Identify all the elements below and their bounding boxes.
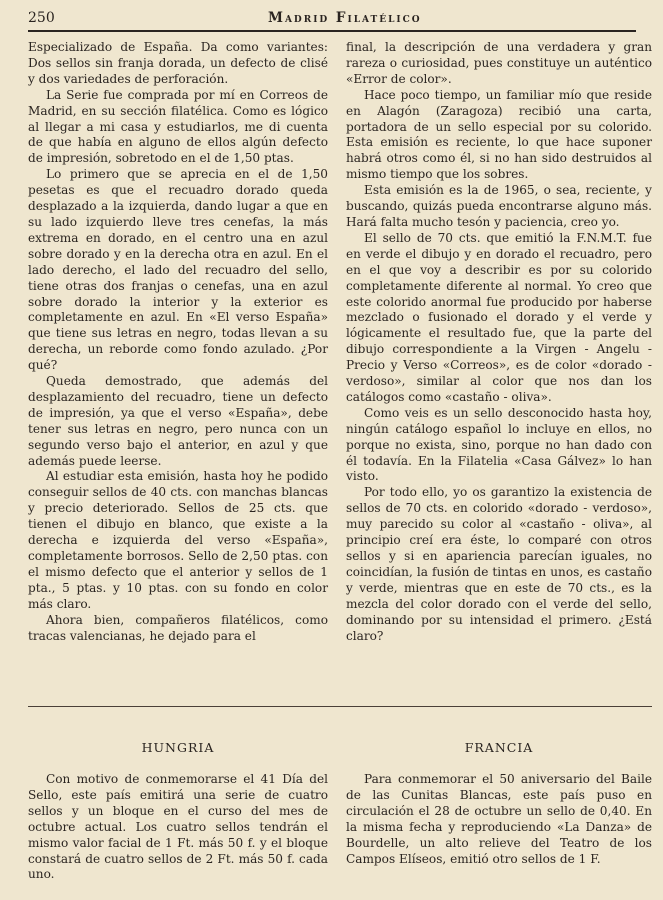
francia-section	[346, 772, 652, 867]
paragraph: Ahora bien, compañeros filatélicos, como tracas valencianas, he dejado para el	[28, 612, 328, 643]
paragraph: Lo primero que se aprecia en el de 1,50 pesetas es que el recuadro dorado queda desplazado a la izquierda, dando lugar a que en su lado izquierdo lleve tres cenefas, la más extrema en dorado, en el centro una en azul sobre dorado y en la derecha otra en azul. En el lado derecho, el lado del recuadro del sello, tiene otras dos franjas o cenefas, una en azul sobre dorado la interior y la exterior es completamente en azul. En «El verso España» que tiene sus letras en negro, todas llevan a su derecha, un reborde como fondo azulado. ¿Por qué?	[28, 167, 328, 373]
paragraph: Esta emisión es la de 1965, o sea, reciente, y buscando, quizás pueda encontrarse alguno más. Hará falta mucho tesón y paciencia, creo yo.	[346, 183, 652, 229]
page-header	[28, 8, 636, 32]
paragraph: La Serie fue comprada por mí en Correos de Madrid, en su sección filatélica. Como es lógico al llegar a mi casa y estudiarlos, me di cuenta de que había en alguno de ellos algún defecto de impresión, sobretodo en el de 1,50 ptas.	[28, 87, 328, 166]
paragraph: Queda demostrado, que además del desplazamiento del recuadro, tiene un defecto de impresión, ya que el verso «España», debe tener sus letras en negro, pero nunca con un segundo verso bajo el anterior, en azul y que además puede leerse.	[28, 374, 328, 468]
paragraph: Por todo ello, yo os garantizo la existencia de sellos de 70 cts. en colorido «dorado - verdoso», muy parecido su color al «castaño - oliva», al principio creí era éste, lo comparé con otros sellos y si en apariencia parecían iguales, no coincidían, la fusión de tintas en unos, es castaño y verde, mientras que en este de 70 cts., es la mezcla del color dorado con el verde del sello, dominando por su intensidad el primero. ¿Está claro?	[346, 485, 652, 643]
paragraph: final, la descripción de una verdadera y gran rareza o curiosidad, pues constituye un auténtico «Error de color».	[346, 40, 652, 86]
hungria-section	[28, 772, 328, 883]
paragraph: Hace poco tiempo, un familiar mío que reside en Alagón (Zaragoza) recibió una carta, portadora de un sello especial por su colorido. Esta emisión es reciente, lo que hace suponer habrá otros como él, si no han sido destruidos al mismo tiempo que los sobres.	[346, 87, 652, 182]
paragraph: El sello de 70 cts. que emitió la F.N.M.T. fue en verde el dibujo y en dorado el recuadro, pero en el que voy a describir es por su colorido completamente diferente al normal. Yo creo que este colorido anormal fue producido por haberse mezclado o fusionado el dorado y el verde y lógicamente el resultado fue, que la parte del dibujo correspondiente a la Virgen - Angelu - Precio y Verso «Correos», es de color «dorado - verdoso», similar al color que nos dan los catálogos como «castaño - oliva».	[346, 230, 652, 404]
hungria-title: HUNGRIA	[141, 740, 215, 755]
paragraph: Especializado de España. Da como variantes: Dos sellos sin franja dorada, un defecto de clisé y dos variedades de perforación.	[28, 40, 328, 86]
page-number: 250	[28, 10, 55, 26]
paragraph: Para conmemorar el 50 aniversario del Baile de las Cunitas Blancas, este país puso en circulación el 28 de octubre un sello de 0,40. En la misma fecha y reproduciendo «La Danza» de Bourdelle, un alto relieve del Teatro de los Campos Elíseos, emitió otro sellos de 1 F.	[346, 772, 652, 866]
article-left-column	[28, 40, 328, 644]
paragraph: Como veis es un sello desconocido hasta hoy, ningún catálogo español lo incluye en ellos, no porque no exista, sino, porque no han dado con él todavía. En la Filatelia «Casa Gálvez» lo han visto.	[346, 405, 652, 484]
section-divider	[28, 706, 652, 707]
article-right-column	[346, 40, 652, 644]
francia-title: FRANCIA	[464, 740, 534, 755]
journal-title: Madrid Filatélico	[268, 10, 422, 26]
paragraph: Al estudiar esta emisión, hasta hoy he podido conseguir sellos de 40 cts. con manchas blancas y precio deteriorado. Sellos de 25 cts. que tienen el dibujo en blanco, que existe a la derecha e izquierda del verso «España», completamente borrosos. Sello de 2,50 ptas. con el mismo defecto que el anterior y sellos de 1 pta., 5 ptas. y 10 ptas. con su fondo en color más claro.	[28, 469, 328, 611]
paragraph: Con motivo de conmemorarse el 41 Día del Sello, este país emitirá una serie de cuatro sellos y un bloque en el curso del mes de octubre actual. Los cuatro sellos tendrán el mismo valor facial de 1 Ft. más 50 f. y el bloque constará de cuatro sellos de 2 Ft. más 50 f. cada uno.	[28, 772, 328, 882]
